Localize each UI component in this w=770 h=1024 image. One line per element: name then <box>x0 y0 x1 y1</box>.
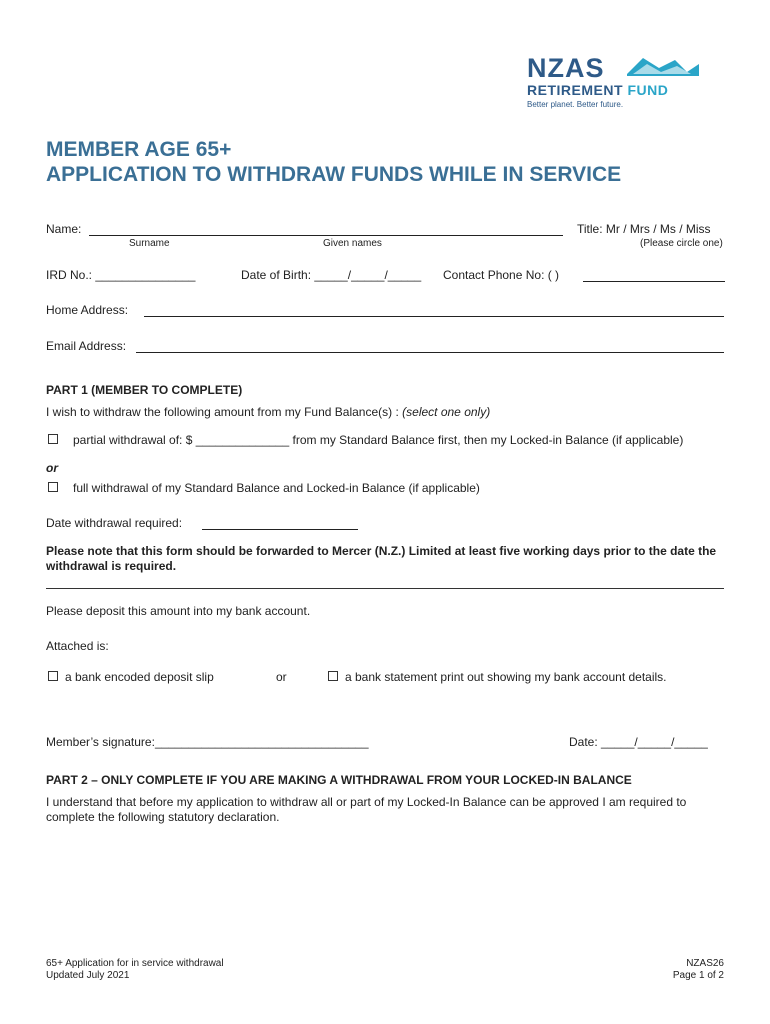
ird-field[interactable]: IRD No.: _______________ <box>46 268 196 282</box>
email-label: Email Address: <box>46 339 127 353</box>
surname-caption: Surname <box>129 238 170 249</box>
date-required-label: Date withdrawal required: <box>46 516 183 530</box>
partial-withdrawal-label: partial withdrawal of: $ ______________ from my Standard Balance first, then my Locked-in Balance (if applicable) <box>73 433 684 447</box>
phone-field[interactable] <box>583 268 725 282</box>
partial-withdrawal-checkbox[interactable] <box>48 434 58 444</box>
part1-intro-italic: (select one only) <box>402 405 491 419</box>
deposit-text: Please deposit this amount into my bank account. <box>46 604 311 618</box>
date-required-field[interactable] <box>202 516 358 530</box>
name-label: Name: <box>46 222 82 236</box>
dob-field[interactable]: Date of Birth: _____/_____/_____ <box>241 268 422 282</box>
phone-label: Contact Phone No: ( ) <box>443 268 560 282</box>
part1-intro-text: I wish to withdraw the following amount from my Fund Balance(s) : <box>46 405 399 419</box>
page-title-line1: MEMBER AGE 65+ <box>46 138 232 161</box>
name-field[interactable] <box>89 222 563 236</box>
footer-page-number: Page 1 of 2 <box>672 970 724 981</box>
section-divider <box>46 588 724 589</box>
deposit-slip-checkbox[interactable] <box>48 671 58 681</box>
part1-intro <box>46 405 490 420</box>
logo-tagline: Better planet. Better future. <box>527 100 624 109</box>
bank-statement-label: a bank statement print out showing my bank account details. <box>345 670 667 684</box>
part2-heading: PART 2 – ONLY COMPLETE IF YOU ARE MAKING A WITHDRAWAL FROM YOUR LOCKED-IN BALANCE <box>46 773 632 787</box>
deposit-slip-label: a bank encoded deposit slip <box>65 670 214 684</box>
footer-form-code: NZAS26 <box>686 958 724 969</box>
given-names-caption: Given names <box>323 238 382 249</box>
full-withdrawal-label: full withdrawal of my Standard Balance and Locked-in Balance (if applicable) <box>73 481 480 495</box>
or-label: or <box>46 461 58 475</box>
logo-wave-icon <box>625 54 701 78</box>
signature-field[interactable]: Member’s signature:________________________________ <box>46 735 369 749</box>
attached-label: Attached is: <box>46 639 109 653</box>
logo-fund-text: FUND <box>627 82 669 98</box>
page-title-line2: APPLICATION TO WITHDRAW FUNDS WHILE IN SERVICE <box>46 163 622 186</box>
signature-date-field[interactable]: Date: _____/_____/_____ <box>569 735 708 749</box>
footer-form-name: 65+ Application for in service withdrawal <box>46 958 224 969</box>
home-address-label: Home Address: <box>46 303 129 317</box>
part2-text: I understand that before my application to withdraw all or part of my Locked-In Balance can be approved I am required to complete the following statutory declaration. <box>46 795 687 824</box>
part1-heading: PART 1 (MEMBER TO COMPLETE) <box>46 383 243 397</box>
bank-or-label: or <box>276 670 287 684</box>
title-label: Title: Mr / Mrs / Ms / Miss <box>577 222 711 236</box>
logo-name: NZAS <box>527 53 605 83</box>
home-address-field[interactable] <box>144 303 724 317</box>
forwarding-note: Please note that this form should be forwarded to Mercer (N.Z.) Limited at least five working days prior to the date the withdrawal is required. <box>46 544 717 573</box>
logo-retirement-text: RETIREMENT <box>527 82 623 98</box>
logo <box>527 54 717 114</box>
bank-statement-checkbox[interactable] <box>328 671 338 681</box>
footer-updated: Updated July 2021 <box>46 970 130 981</box>
title-caption: (Please circle one) <box>640 238 723 249</box>
full-withdrawal-checkbox[interactable] <box>48 482 58 492</box>
email-field[interactable] <box>136 339 724 353</box>
